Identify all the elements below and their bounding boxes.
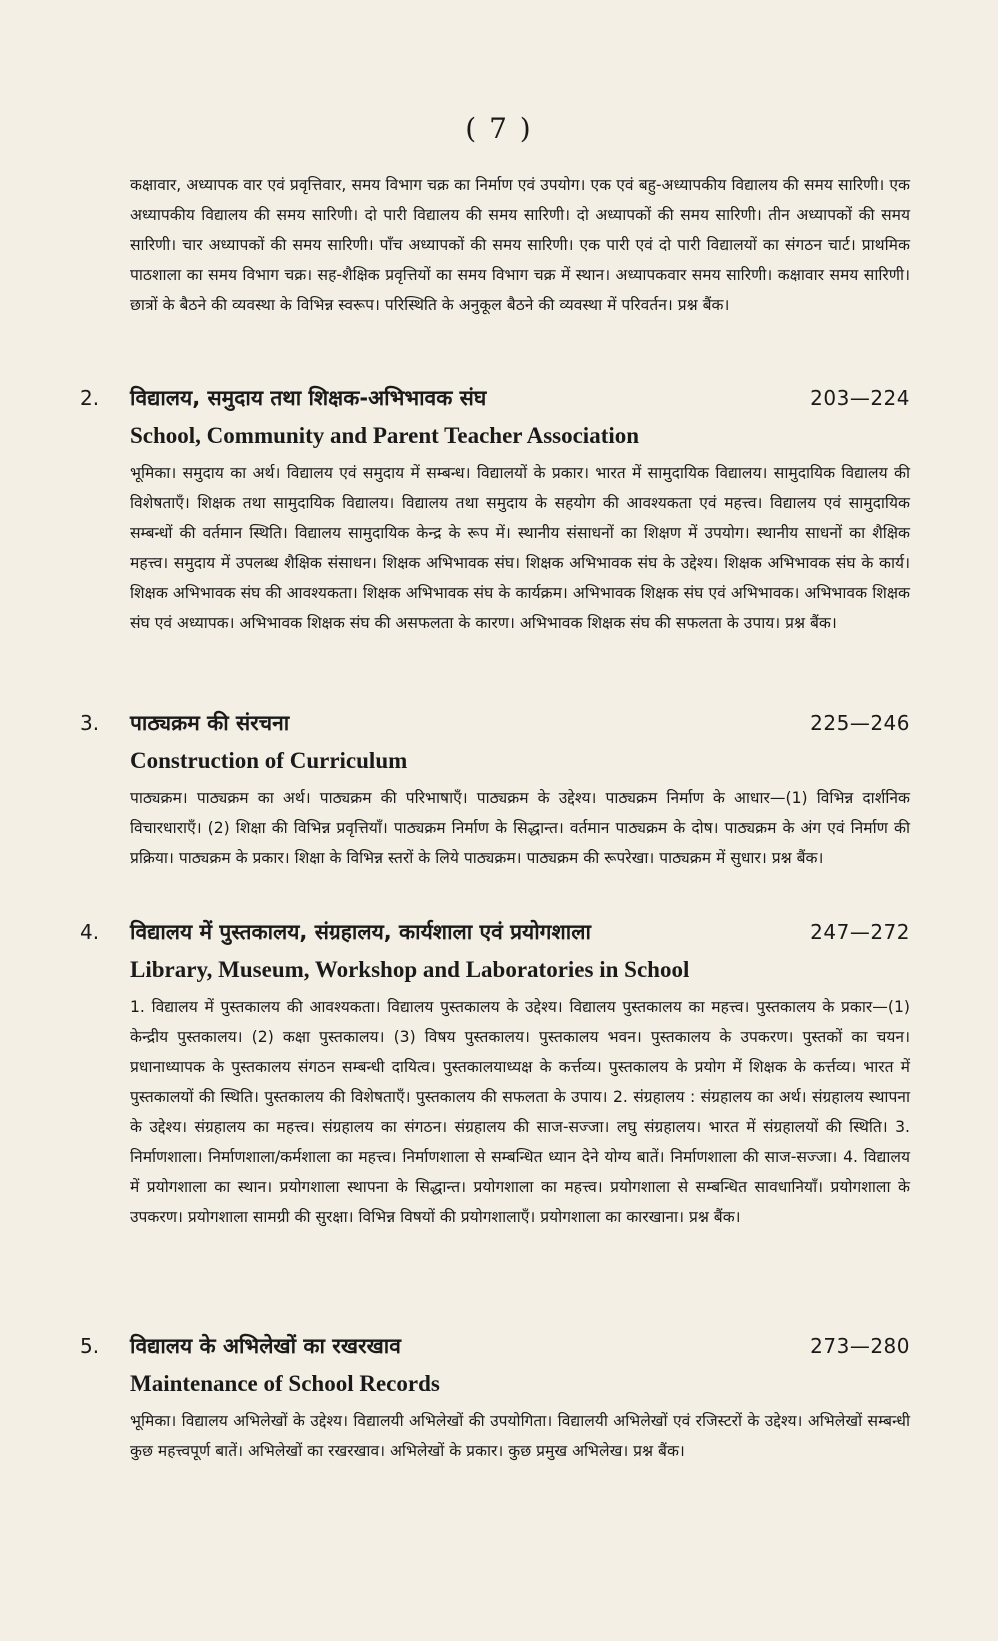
chapter-heading <box>80 378 910 418</box>
chapter-page-range: 203—224 <box>810 386 910 410</box>
chapter-heading <box>80 912 910 952</box>
chapter-number: 2. <box>80 386 100 410</box>
chapter-number: 4. <box>80 920 100 944</box>
intro-text: कक्षावार, अध्यापक वार एवं प्रवृत्तिवार, समय विभाग चक्र का निर्माण एवं उपयोग। एक एवं बहु-अध्यापकीय विद्यालय की समय सारिणी। एक अध्यापकीय विद्यालय की समय सारिणी। दो पारी विद्यालय की समय सारिणी। दो अध्यापकों की समय सारिणी। तीन अध्यापकों की समय सारिणी। चार अध्यापकों की समय सारिणी। पाँच अध्यापकों की समय सारिणी। एक पारी एवं दो पारी विद्यालयों का संगठन चार्ट। प्राथमिक पाठशाला का समय विभाग चक्र। सह-शैक्षिक प्रवृत्तियों का समय विभाग चक्र में स्थान। अध्यापकवार समय सारिणी। कक्षावार समय सारिणी। छात्रों के बैठने की व्यवस्था के विभिन्न स्वरूप। परिस्थिति के अनुकूल बैठने की व्यवस्था में परिवर्तन। प्रश्न बैंक। <box>130 176 910 314</box>
chapter-page-range: 273—280 <box>810 1334 910 1358</box>
chapter-title-english: Maintenance of School Records <box>130 1371 440 1396</box>
chapter-summary: भूमिका। विद्यालय अभिलेखों के उद्देश्य। विद्यालयी अभिलेखों की उपयोगिता। विद्यालयी अभिलेखों एवं रजिस्टरों के उद्देश्य। अभिलेखों सम्बन्धी कुछ महत्त्वपूर्ण बातें। अभिलेखों का रखरखाव। अभिलेखों के प्रकार। कुछ प्रमुख अभिलेख। प्रश्न बैंक। <box>130 1412 910 1460</box>
chapter-title-hindi: विद्यालय के अभिलेखों का रखरखाव <box>130 1334 401 1358</box>
chapter-summary: 1. विद्यालय में पुस्तकालय की आवश्यकता। विद्यालय पुस्तकालय के उद्देश्य। विद्यालय पुस्तकालय का महत्त्व। पुस्तकालय के प्रकार—(1) केन्द्रीय पुस्तकालय। (2) कक्षा पुस्तकालय। (3) विषय पुस्तकालय। पुस्तकालय भवन। पुस्तकालय के उपकरण। पुस्तकों का चयन। प्रधानाध्यापक के पुस्तकालय संगठन सम्बन्धी दायित्व। पुस्तकालयाध्यक्ष के कर्त्तव्य। पुस्तकालय के प्रयोग में शिक्षक के कर्त्तव्य। भारत में पुस्तकालयों की स्थिति। पुस्तकालय की विशेषताएँ। पुस्तकालय की सफलता के उपाय। 2. संग्रहालय : संग्रहालय का अर्थ। संग्रहालय स्थापना के उद्देश्य। संग्रहालय का महत्त्व। संग्रहालय का संगठन। संग्रहालय की साज-सज्जा। लघु संग्रहालय। भारत में संग्रहालयों की स्थिति। 3. निर्माणशाला। निर्माणशाला/कर्मशाला का महत्त्व। निर्माणशाला से सम्बन्धित ध्यान देने योग्य बातें। निर्माणशाला की साज-सज्जा। 4. विद्यालय में प्रयोगशाला का स्थान। प्रयोगशाला स्थापना के सिद्धान्त। प्रयोगशाला का महत्त्व। प्रयोगशाला से सम्बन्धित सावधानियाँ। प्रयोगशाला के उपकरण। प्रयोगशाला सामग्री की सुरक्षा। विभिन्न विषयों की प्रयोगशालाएँ। प्रयोगशाला का कारखाना। प्रश्न बैंक। <box>130 998 910 1226</box>
chapter-title-english: School, Community and Parent Teacher Association <box>130 423 640 448</box>
page-number: ( 7 ) <box>465 112 533 145</box>
chapter-page-range: 247—272 <box>810 920 910 944</box>
chapter-title-hindi: विद्यालय, समुदाय तथा शिक्षक-अभिभावक संघ <box>130 386 487 410</box>
chapter-4 <box>80 912 910 1232</box>
chapter-heading <box>80 703 910 743</box>
chapter-title-english: Library, Museum, Workshop and Laboratories in School <box>130 957 690 982</box>
chapter-title-hindi: विद्यालय में पुस्तकालय, संग्रहालय, कार्यशाला एवं प्रयोगशाला <box>130 920 591 944</box>
chapter-summary: भूमिका। समुदाय का अर्थ। विद्यालय एवं समुदाय में सम्बन्ध। विद्यालयों के प्रकार। भारत में सामुदायिक विद्यालय। सामुदायिक विद्यालय की विशेषताएँ। शिक्षक तथा सामुदायिक विद्यालय। विद्यालय तथा समुदाय के सहयोग की आवश्यकता एवं महत्त्व। विद्यालय एवं सामुदायिक सम्बन्धों की वर्तमान स्थिति। विद्यालय सामुदायिक केन्द्र के रूप में। स्थानीय संसाधनों का शिक्षण में उपयोग। स्थानीय साधनों का शैक्षिक महत्त्व। समुदाय में उपलब्ध शैक्षिक संसाधन। शिक्षक अभिभावक संघ। शिक्षक अभिभावक संघ के उद्देश्य। शिक्षक अभिभावक संघ के कार्य। शिक्षक अभिभावक संघ की आवश्यकता। शिक्षक अभिभावक संघ के कार्यक्रम। अभिभावक शिक्षक संघ एवं अभिभावक। अभिभावक शिक्षक संघ एवं अध्यापक। अभिभावक शिक्षक संघ की असफलता के कारण। अभिभावक शिक्षक संघ की सफलता के उपाय। प्रश्न बैंक। <box>130 464 910 632</box>
chapter-summary: पाठ्यक्रम। पाठ्यक्रम का अर्थ। पाठ्यक्रम की परिभाषाएँ। पाठ्यक्रम के उद्देश्य। पाठ्यक्रम निर्माण के आधार—(1) विभिन्न दार्शनिक विचारधाराएँ। (2) शिक्षा की विभिन्न प्रवृत्तियाँ। पाठ्यक्रम निर्माण के सिद्धान्त। वर्तमान पाठ्यक्रम के दोष। पाठ्यक्रम के अंग एवं निर्माण की प्रक्रिया। पाठ्यक्रम के प्रकार। शिक्षा के विभिन्न स्तरों के लिये पाठ्यक्रम। पाठ्यक्रम की रूपरेखा। पाठ्यक्रम में सुधार। प्रश्न बैंक। <box>130 789 910 867</box>
chapter-number: 5. <box>80 1334 100 1358</box>
chapter-heading <box>80 1326 910 1366</box>
chapter-3 <box>80 703 910 873</box>
chapter-5 <box>80 1326 910 1466</box>
chapter-title-hindi: पाठ्यक्रम की संरचना <box>130 711 290 735</box>
chapter-title-english: Construction of Curriculum <box>130 748 408 773</box>
chapter-number: 3. <box>80 711 100 735</box>
chapter-page-range: 225—246 <box>810 711 910 735</box>
intro-continuation <box>130 170 910 320</box>
chapter-2 <box>80 378 910 638</box>
